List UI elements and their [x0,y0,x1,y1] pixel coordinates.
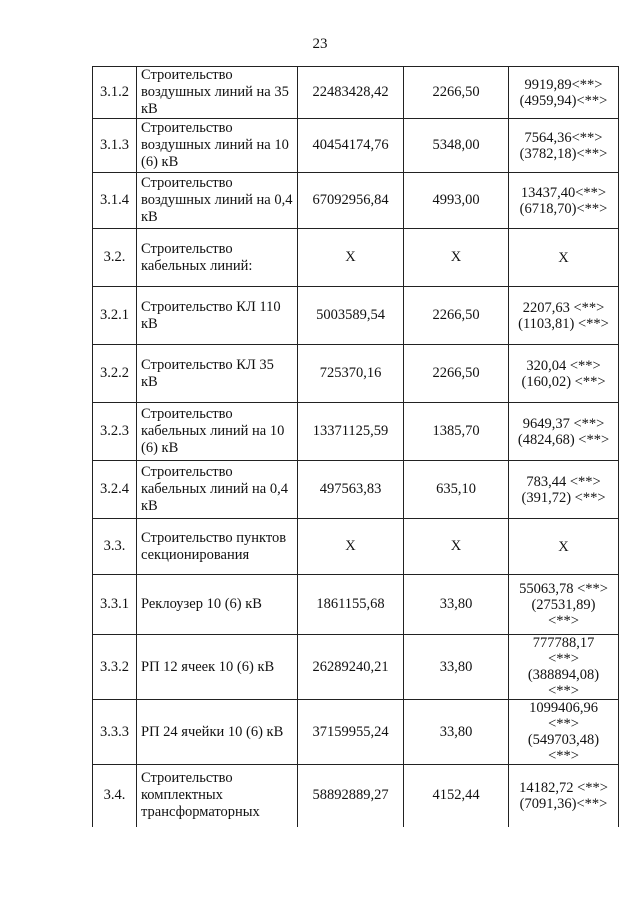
row-cost-cell: 67092956,84 [298,173,404,229]
row-cost-cell: 26289240,21 [298,635,404,700]
unit-cost-line: (4959,94)<**> [519,92,608,109]
unit-cost-line: (388894,08) [527,667,600,683]
row-number-cell: 3.2.2 [93,345,137,403]
table-row [93,229,619,287]
row-unit-cost-cell [509,173,619,229]
unit-cost-line: (27531,89) [531,596,596,613]
row-length-cell: X [404,519,509,575]
row-name-cell: РП 12 ячеек 10 (6) кВ [137,635,298,700]
unit-cost-line: 9649,37 <**> [522,415,605,432]
unit-cost-line: 55063,78 <**> [519,580,608,597]
row-number-cell: 3.2.1 [93,287,137,345]
unit-cost-line: (1103,81) <**> [518,315,609,332]
unit-cost-line: X [558,538,569,555]
row-name-cell: Строительство КЛ 35 кВ [137,345,298,403]
table-row [93,345,619,403]
row-unit-cost-cell [509,700,619,765]
row-length-cell: X [404,229,509,287]
row-name-cell: Реклоузер 10 (6) кВ [137,575,298,635]
row-unit-cost-cell [509,287,619,345]
row-length-cell: 33,80 [404,575,509,635]
row-unit-cost-cell [509,575,619,635]
row-length-cell: 4993,00 [404,173,509,229]
table-row [93,173,619,229]
unit-cost-line: 13437,40<**> [520,184,607,201]
row-name-cell: Строительство кабельных линий на 10 (6) кВ [137,403,298,461]
row-name-cell: Строительство воздушных линий на 10 (6) кВ [137,119,298,173]
row-name-cell: РП 24 ячейки 10 (6) кВ [137,700,298,765]
unit-cost-line: (160,02) <**> [521,373,606,390]
unit-cost-line: 14182,72 <**> [519,779,608,796]
row-cost-cell: 22483428,42 [298,67,404,119]
tariff-table [92,66,619,827]
unit-cost-line: 777788,17 [532,635,595,651]
table-row [93,575,619,635]
unit-cost-line: <**> [548,612,579,629]
table-row [93,765,619,827]
row-length-cell: 5348,00 [404,119,509,173]
row-cost-cell: X [298,229,404,287]
row-unit-cost-cell [509,345,619,403]
row-cost-cell: 497563,83 [298,461,404,519]
row-number-cell: 3.2.3 [93,403,137,461]
unit-cost-line: <**> [548,748,579,764]
row-cost-cell: 58892889,27 [298,765,404,827]
table-row [93,700,619,765]
table-row [93,67,619,119]
row-name-cell: Строительство кабельных линий на 0,4 кВ [137,461,298,519]
row-number-cell: 3.3. [93,519,137,575]
row-name-cell: Строительство кабельных линий: [137,229,298,287]
row-unit-cost-cell [509,635,619,700]
unit-cost-line: <**> [548,651,579,667]
table-row [93,519,619,575]
unit-cost-line: <**> [548,683,579,699]
unit-cost-line: (7091,36)<**> [519,795,608,812]
row-number-cell: 3.3.1 [93,575,137,635]
row-unit-cost-cell [509,403,619,461]
row-cost-cell: 1861155,68 [298,575,404,635]
row-name-cell: Строительство комплектных трансформаторных [137,765,298,827]
row-length-cell: 1385,70 [404,403,509,461]
row-length-cell: 33,80 [404,635,509,700]
row-name-cell: Строительство пунктов секционирования [137,519,298,575]
table-row [93,119,619,173]
row-name-cell: Строительство воздушных линий на 0,4 кВ [137,173,298,229]
page-number: 23 [312,36,328,52]
row-cost-cell: 37159955,24 [298,700,404,765]
unit-cost-line: 7564,36<**> [524,129,603,146]
row-unit-cost-cell [509,461,619,519]
unit-cost-line: 1099406,96 [529,700,598,716]
row-number-cell: 3.2.4 [93,461,137,519]
row-cost-cell: 40454174,76 [298,119,404,173]
row-length-cell: 4152,44 [404,765,509,827]
table-body [93,67,619,827]
row-unit-cost-cell [509,765,619,827]
row-number-cell: 3.3.2 [93,635,137,700]
row-number-cell: 3.4. [93,765,137,827]
row-cost-cell: 5003589,54 [298,287,404,345]
row-number-cell: 3.1.3 [93,119,137,173]
row-unit-cost-cell [509,67,619,119]
unit-cost-line: 320,04 <**> [526,357,601,374]
table-row [93,287,619,345]
row-number-cell: 3.2. [93,229,137,287]
table-row [93,635,619,700]
row-cost-cell: 13371125,59 [298,403,404,461]
row-cost-cell: X [298,519,404,575]
unit-cost-line: (6718,70)<**> [519,200,608,217]
row-name-cell: Строительство воздушных линий на 35 кВ [137,67,298,119]
row-number-cell: 3.1.2 [93,67,137,119]
row-length-cell: 2266,50 [404,67,509,119]
unit-cost-line: (3782,18)<**> [519,145,608,162]
unit-cost-line: 783,44 <**> [526,473,601,490]
row-cost-cell: 725370,16 [298,345,404,403]
row-unit-cost-cell [509,519,619,575]
table-row [93,461,619,519]
row-number-cell: 3.3.3 [93,700,137,765]
row-length-cell: 2266,50 [404,345,509,403]
unit-cost-line: X [558,249,569,266]
row-unit-cost-cell [509,229,619,287]
row-name-cell: Строительство КЛ 110 кВ [137,287,298,345]
unit-cost-line: (391,72) <**> [521,489,606,506]
row-length-cell: 2266,50 [404,287,509,345]
row-length-cell: 635,10 [404,461,509,519]
unit-cost-line: (4824,68) <**> [517,431,610,448]
row-length-cell: 33,80 [404,700,509,765]
row-number-cell: 3.1.4 [93,173,137,229]
row-unit-cost-cell [509,119,619,173]
table-row [93,403,619,461]
unit-cost-line: <**> [548,716,579,732]
unit-cost-line: 2207,63 <**> [522,299,605,316]
unit-cost-line: (549703,48) [527,732,600,748]
unit-cost-line: 9919,89<**> [524,76,603,93]
